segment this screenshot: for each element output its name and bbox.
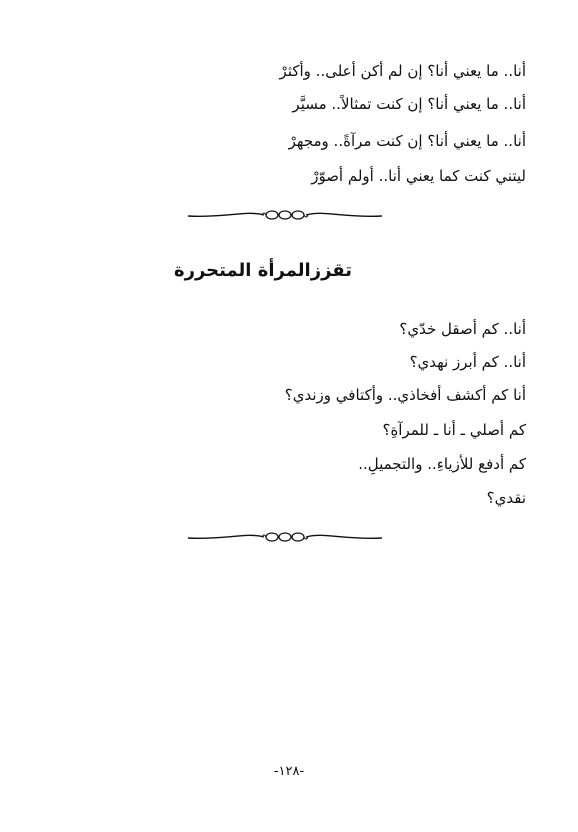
ornament-divider	[186, 206, 384, 224]
verse-line: كم أدفع للأزياءِ.. والتجميلِ..	[358, 455, 526, 473]
page-number: -١٢٨-	[273, 764, 305, 779]
verse-line: نقدي؟	[486, 489, 526, 507]
verse-line: كم أصلي ـ أنا ـ للمرآةِ؟	[382, 421, 526, 439]
verse-line: أنا.. ما يعني أنا؟ إن كنت مرآةً.. ومجهرْ	[288, 132, 526, 150]
section-title: تقززالمرأة المتحررة	[173, 260, 352, 281]
verse-line: أنا.. ما يعني أنا؟ إن لم أكن أعلى.. وأكثرْ	[279, 62, 526, 80]
verse-line: أنا كم أكشف أفخاذي.. وأكتافي وزندي؟	[284, 386, 526, 404]
verse-line: أنا.. ما يعني أنا؟ إن كنت تمثالاً.. مسيَّر	[292, 95, 526, 113]
verse-line: أنا.. كم أبرز نهدي؟	[409, 353, 526, 371]
ornament-divider	[186, 528, 384, 546]
verse-line: أنا.. كم أصقل خدّي؟	[399, 320, 526, 338]
verse-line: ليتني كنت كما يعني أنا.. أولم أصوّرْ	[311, 167, 526, 185]
